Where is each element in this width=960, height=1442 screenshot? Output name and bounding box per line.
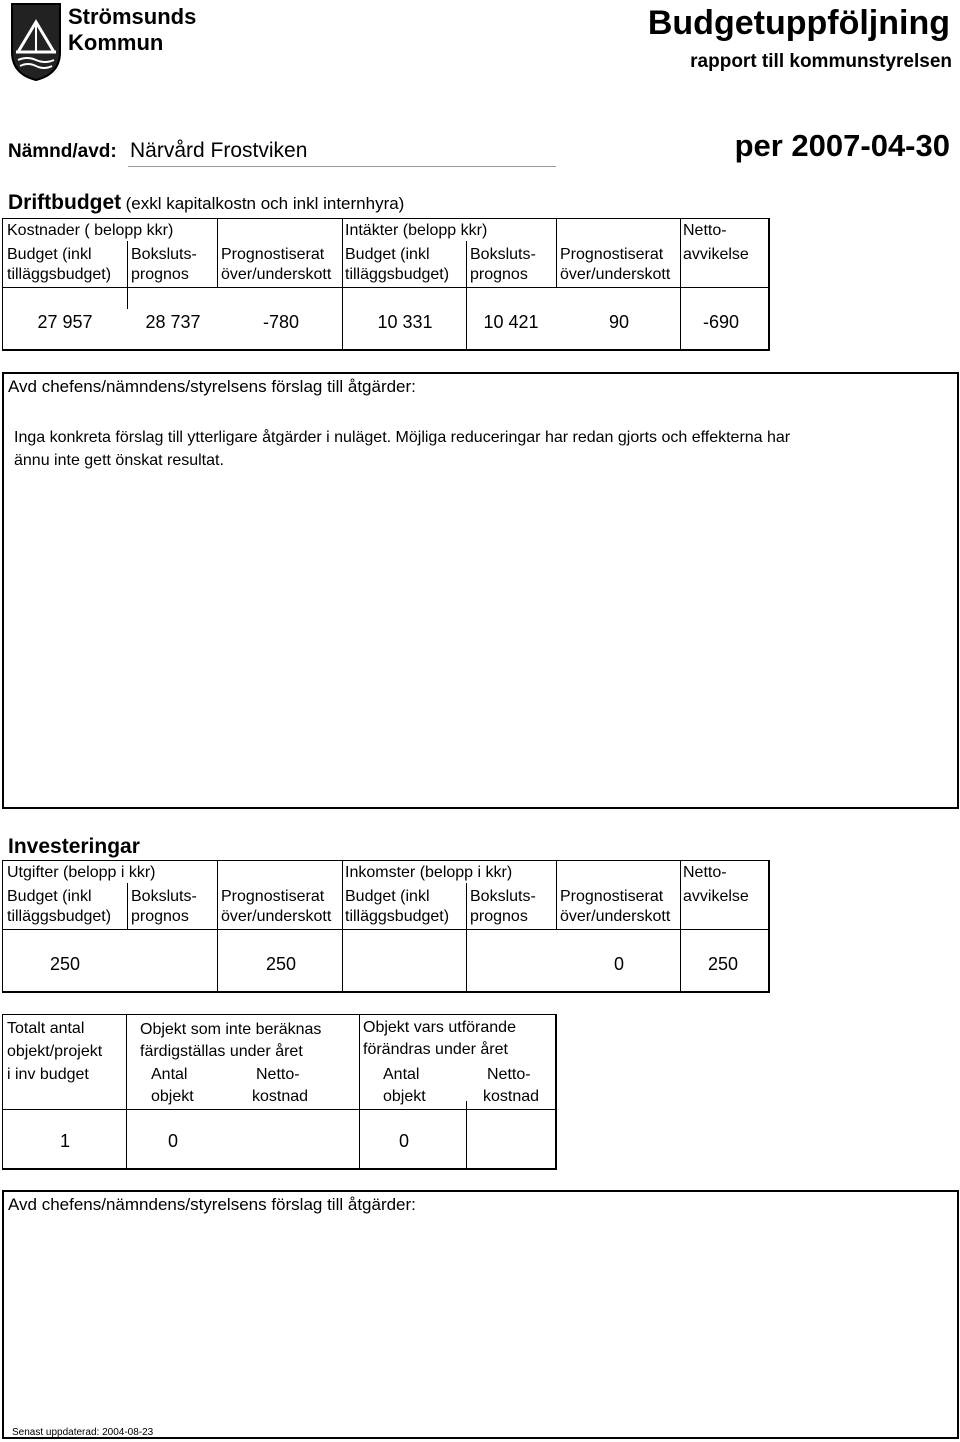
objekt-total-2: objekt/projekt [7, 1043, 103, 1060]
drift-sep-3 [342, 219, 343, 349]
drift-comment-line1: Inga konkreta förslag till ytterligare åtgärder i nuläget. Möjliga reduceringar har redan gjorts och effekterna har [14, 429, 791, 446]
drift-col-prog2-2: över/underskott [560, 266, 671, 283]
drift-col-bok-1: Boksluts- [131, 246, 197, 263]
drift-title: Driftbudget [8, 191, 122, 214]
drift-col-budget-1: Budget (inkl [7, 246, 92, 263]
footer-updated: Senast uppdaterad: 2004-08-23 [12, 1427, 154, 1438]
invest-col-prog2-2: över/underskott [560, 908, 671, 925]
objekt-sep-3 [466, 1101, 467, 1168]
drift-col-bok2-2: prognos [470, 266, 528, 283]
invest-sep-2 [217, 861, 218, 991]
namnd-label [8, 142, 117, 161]
objekt-g2-1: Objekt vars utförande [363, 1019, 516, 1036]
drift-col-budget2-1: Budget (inkl [345, 246, 430, 263]
invest-col-budget-2: tilläggsbudget) [7, 908, 112, 925]
logo-line1: Strömsunds [68, 4, 197, 29]
invest-comment-box [2, 1190, 959, 1439]
drift-group-kostnader: Kostnader ( belopp kkr) [7, 222, 174, 239]
drift-value-budget-int: 10 331 [377, 312, 433, 332]
drift-table [2, 218, 770, 351]
namnd-underline [128, 166, 556, 167]
drift-value-budget-kost: 27 957 [37, 312, 93, 332]
logo [4, 0, 200, 84]
invest-col-bok2-1: Boksluts- [470, 888, 536, 905]
drift-sep-4 [466, 241, 467, 349]
report-date: per 2007-04-30 [734, 128, 950, 163]
logo-line2: Kommun [68, 30, 164, 55]
drift-col-bok2-1: Boksluts- [470, 246, 536, 263]
objekt-g1-antal-2: objekt [151, 1088, 194, 1105]
invest-col-budget-1: Budget (inkl [7, 888, 92, 905]
invest-netto-2: avvikelse [683, 888, 749, 905]
drift-comment-line2: ännu inte gett önskat resultat. [14, 452, 224, 469]
invest-col-bok-2: prognos [131, 908, 189, 925]
invest-sep-5 [556, 861, 557, 929]
objekt-table [2, 1014, 557, 1170]
invest-netto-1: Netto- [683, 864, 727, 881]
drift-sep-5 [556, 219, 557, 287]
objekt-g1-antal-1: Antal [151, 1066, 188, 1083]
drift-comment-box [2, 372, 959, 809]
objekt-g2-antal-2: objekt [383, 1088, 426, 1105]
invest-sep-3 [342, 861, 343, 991]
invest-value-budget-utg: 250 [49, 954, 81, 974]
objekt-value-g2-antal: 0 [398, 1131, 409, 1151]
drift-group-intakter: Intäkter (belopp kkr) [345, 222, 488, 239]
invest-col-bok2-2: prognos [470, 908, 528, 925]
drift-col-prog-2: över/underskott [221, 266, 332, 283]
drift-netto-1: Netto- [683, 222, 727, 239]
page-title: Budgetuppföljning [647, 4, 950, 42]
invest-col-prog-1: Prognostiserat [221, 888, 325, 905]
invest-col-bok-1: Boksluts- [131, 888, 197, 905]
objekt-value-g1-antal: 0 [167, 1131, 178, 1151]
drift-value-bok-kost: 28 737 [145, 312, 201, 332]
objekt-g1-netto-1: Netto- [256, 1066, 300, 1083]
objekt-g1-netto-2: kostnad [252, 1088, 309, 1105]
invest-col-prog2-1: Prognostiserat [560, 888, 664, 905]
objekt-total-3: i inv budget [7, 1066, 89, 1083]
drift-col-prog-1: Prognostiserat [221, 246, 325, 263]
objekt-total-1: Totalt antal [7, 1020, 85, 1037]
drift-heading [8, 192, 404, 213]
invest-col-budget2-1: Budget (inkl [345, 888, 430, 905]
objekt-g2-netto-1: Netto- [487, 1066, 531, 1083]
invest-table [2, 860, 770, 993]
drift-col-budget2-2: tilläggsbudget) [345, 266, 450, 283]
invest-col-budget2-2: tilläggsbudget) [345, 908, 450, 925]
invest-group-utgifter: Utgifter (belopp i kkr) [7, 864, 156, 881]
objekt-g1-2: färdigställas under året [140, 1043, 303, 1060]
objekt-g1-1: Objekt som inte beräknas [140, 1021, 322, 1038]
invest-sep-1 [127, 883, 128, 929]
drift-sep-2 [217, 219, 218, 287]
drift-col-bok-2: prognos [131, 266, 189, 283]
invest-col-prog-2: över/underskott [221, 908, 332, 925]
page-subtitle: rapport till kommunstyrelsen [690, 51, 952, 72]
drift-value-prog-kost: -780 [262, 312, 300, 332]
drift-netto-2: avvikelse [683, 246, 749, 263]
invest-value-prog-utg: 250 [265, 954, 297, 974]
drift-value-netto: -690 [702, 312, 740, 332]
objekt-g2-netto-2: kostnad [483, 1088, 540, 1105]
drift-value-prog-int: 90 [608, 312, 630, 332]
objekt-g2-antal-1: Antal [383, 1066, 420, 1083]
invest-value-prog-ink: 0 [613, 954, 624, 974]
drift-subtitle: (exkl kapitalkostn och inkl internhyra) [125, 194, 405, 213]
invest-comment-label: Avd chefens/nämndens/styrelsens förslag till åtgärder: [8, 1195, 416, 1214]
drift-header-divider [3, 287, 769, 288]
objekt-value-total: 1 [59, 1131, 70, 1151]
drift-col-budget-2: tilläggsbudget) [7, 266, 112, 283]
objekt-header-divider [3, 1109, 556, 1110]
drift-comment-label: Avd chefens/nämndens/styrelsens förslag till åtgärder: [8, 377, 416, 396]
invest-title: Investeringar [8, 835, 140, 858]
drift-sep-1 [127, 241, 128, 309]
invest-group-inkomster: Inkomster (belopp i kkr) [345, 864, 513, 881]
invest-value-netto: 250 [707, 954, 739, 974]
namnd-label-text: Nämnd/avd: [8, 141, 117, 162]
invest-header-divider [3, 929, 769, 930]
drift-col-prog2-1: Prognostiserat [560, 246, 664, 263]
namnd-value: Närvård Frostviken [130, 139, 308, 162]
strömsund-crest-icon [8, 2, 64, 82]
drift-value-bok-int: 10 421 [483, 312, 539, 332]
invest-sep-4 [466, 883, 467, 991]
objekt-g2-2: förändras under året [363, 1041, 508, 1058]
